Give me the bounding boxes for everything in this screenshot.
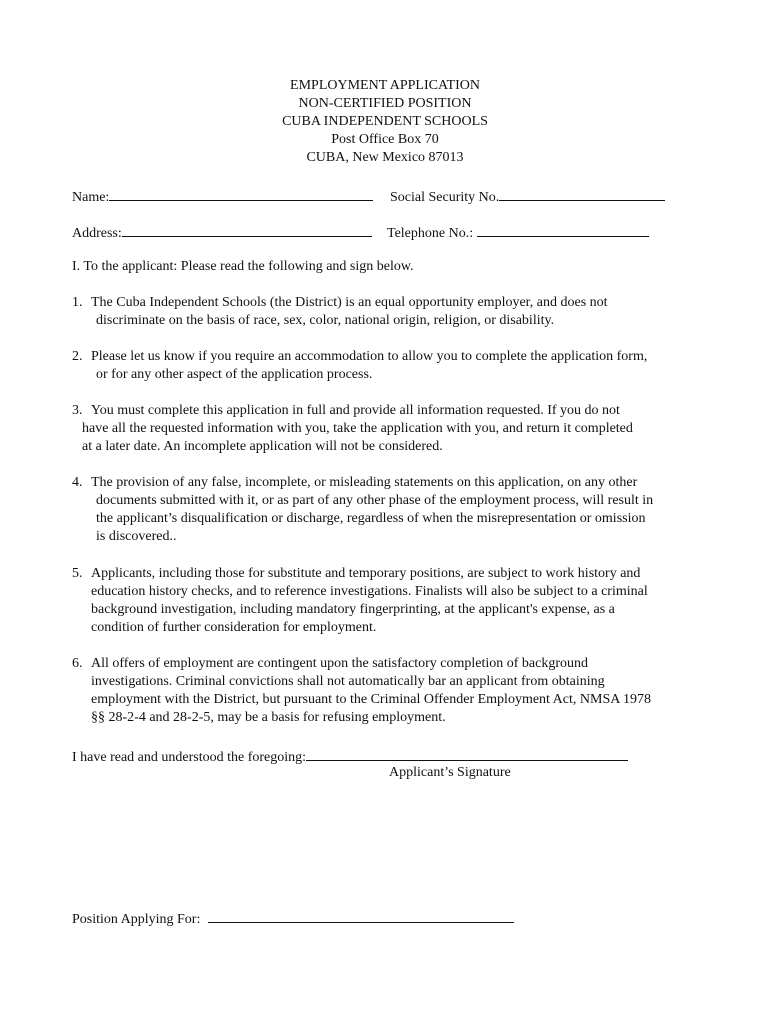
ssn-label: Social Security No. [390, 190, 500, 205]
item-text: The provision of any false, incomplete, or misleading statements on this application, on any other documents submitted with it, or as part of any other phase of the employment process, will result in the applicant’s disqualification or discharge, regardless of when the misrepresentation or omission is discovered.. [91, 475, 654, 544]
name-row [72, 186, 373, 207]
item-number: 5. [72, 566, 83, 581]
item-number: 6. [72, 656, 83, 671]
address-row [72, 222, 372, 243]
phone-label: Telephone No.: [387, 226, 474, 241]
header-line-1: EMPLOYMENT APPLICATION [290, 78, 480, 93]
item-text: Applicants, including those for substitute and temporary positions, are subject to work history and education history checks, and to reference investigations. Finalists will also be subject to a criminal background investigation, including mandatory fingerprinting, at the applicant's expense, as a condition of further consideration for employment. [91, 566, 648, 635]
item-text: The Cuba Independent Schools (the District) is an equal opportunity employer, and does not discriminate on the basis of race, sex, color, national origin, religion, or disability. [91, 295, 608, 328]
ssn-field[interactable] [499, 186, 665, 201]
item-text: You must complete this application in full and provide all information requested. If you do not have all the requested information with you, take the application with you, and return it completed at a later date. An incomplete application will not be considered. [82, 403, 633, 454]
header-line-2: NON-CERTIFIED POSITION [298, 96, 472, 111]
position-field[interactable] [208, 908, 514, 923]
header-line-4: Post Office Box 70 [331, 132, 439, 147]
address-label: Address: [72, 226, 122, 241]
phone-row [387, 222, 649, 243]
item-number: 1. [72, 295, 83, 310]
address-field[interactable] [122, 222, 372, 237]
signature-field[interactable] [306, 746, 628, 761]
item-text: Please let us know if you require an accommodation to allow you to complete the application form, or for any other aspect of the application process. [91, 349, 648, 382]
intro-text: I. To the applicant: Please read the following and sign below. [72, 259, 414, 274]
header-line-3: CUBA INDEPENDENT SCHOOLS [282, 114, 488, 129]
item-number: 3. [72, 403, 83, 418]
position-label: Position Applying For: [72, 912, 201, 927]
name-field[interactable] [109, 186, 373, 201]
position-row [72, 908, 514, 929]
item-number: 4. [72, 475, 83, 490]
name-label: Name: [72, 190, 110, 205]
signature-row [72, 746, 628, 767]
item-text: All offers of employment are contingent upon the satisfactory completion of background investigations. Criminal convictions shall not automatically bar an applicant from obtaining employment with the District, but pursuant to the Criminal Offender Employment Act, NMSA 1978 §§ 28-2-4 and 28-2-5, may be a basis for refusing employment. [91, 656, 652, 725]
signature-caption: Applicant’s Signature [389, 765, 511, 780]
header-line-5: CUBA, New Mexico 87013 [306, 150, 464, 165]
item-number: 2. [72, 349, 83, 364]
phone-field[interactable] [477, 222, 649, 237]
signature-statement: I have read and understood the foregoing: [72, 750, 307, 765]
ssn-row [390, 186, 665, 207]
